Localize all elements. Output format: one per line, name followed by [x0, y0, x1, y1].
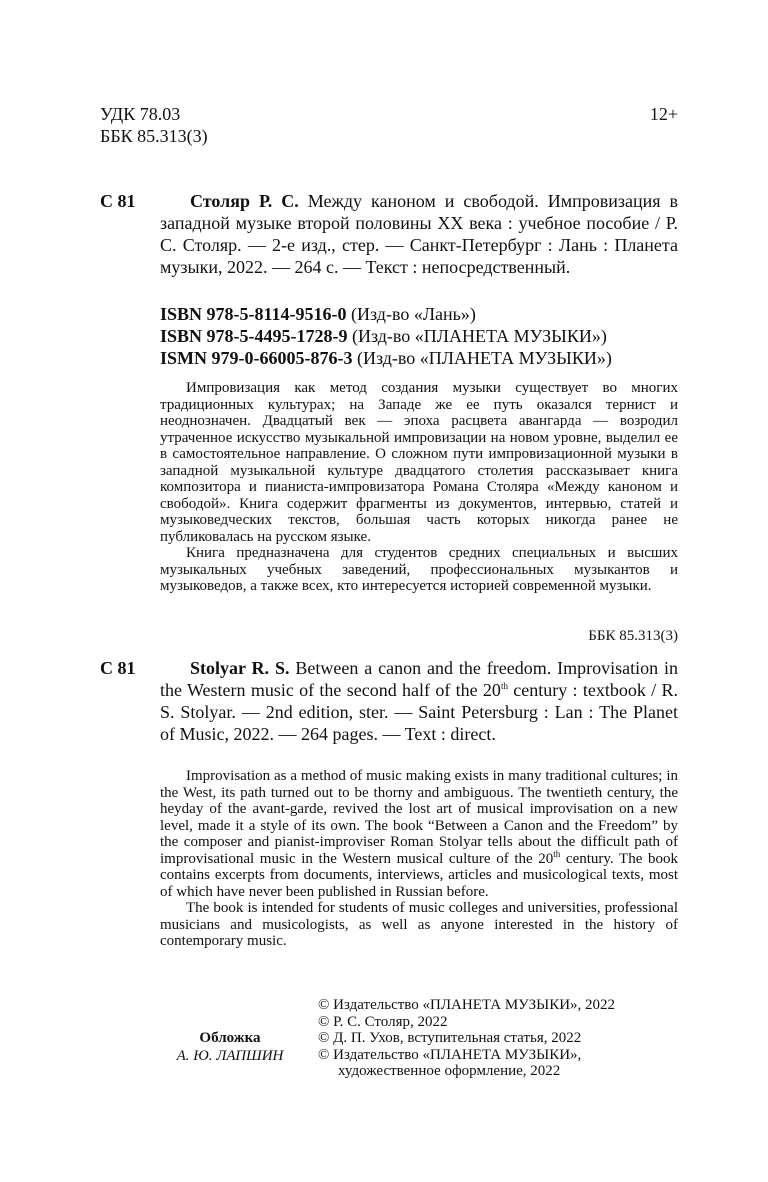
isbn-list: [160, 303, 612, 369]
ru-author: Столяр Р. С.: [190, 191, 299, 211]
ismn-line: ISMN 979-0-66005-876-3 (Изд-во «ПЛАНЕТА МУЗЫКИ»): [160, 348, 612, 368]
isbn-line: ISBN 978-5-4495-1728-9 (Изд-во «ПЛАНЕТА МУЗЫКИ»): [160, 326, 607, 346]
en-author: Stolyar R. S.: [190, 658, 290, 678]
ru-abstract-paragraph: Импровизация как метод создания музыки существует во многих традиционных культурах; на Западе же ее путь оказался тернист и неоднозначен. Двадцатый век — эпоха расцвета авангарда — возродил утраченное искусство музыкальной импровизации на новом уровне, выделил ее в самостоятельное направление. О сложном пути импровизационной музыки в западной музыкальной культуре двадцатого столетия рассказывает книга композитора и пианиста-импровизатора Романа Столяра «Между каноном и свободой». Книга содержит фрагменты из документов, интервью, статей и музыковедческих текстов, большая часть которых никогда ранее не публиковалась на русском языке.: [160, 380, 678, 545]
copyright-line: © Издательство «ПЛАНЕТА МУЗЫКИ», 2022: [318, 997, 616, 1013]
ru-abstract-paragraph: Книга предназначена для студентов средних специальных и высших музыкальных учебных заведений, профессиональных музыкантов и музыковедов, а также всех, кто интересуется историей современной музыки.: [160, 545, 678, 594]
en-description: Between a canon and the freedom. Improvisation in the Western music of the second half of the 20: [160, 658, 678, 700]
copyright-line: © Д. П. Ухов, вступительная статья, 2022: [318, 1030, 582, 1046]
superscript: th: [500, 681, 508, 691]
superscript: th: [553, 848, 561, 859]
bbk-code: ББК 85.313(3): [100, 126, 208, 146]
ru-author-code: С 81: [100, 191, 136, 211]
age-rating: 12+: [649, 104, 678, 124]
ru-bibliographic-description: [160, 190, 678, 278]
cover-artist: А. Ю. ЛАПШИН: [176, 1048, 284, 1064]
ru-description: Между каноном и свободой. Импровизация в западной музыке второй половины XX века : учебное пособие / Р. С. Столяр. — 2-е изд., стер. — Санкт-Петербург : Лань : Планета музыки, 2022. — 264 с. — Текст : непосредственный.: [160, 191, 678, 277]
udk-code: УДК 78.03: [100, 104, 181, 124]
ru-abstract: [160, 380, 678, 595]
cover-label: Обложка: [199, 1030, 261, 1046]
en-abstract: [160, 768, 678, 950]
en-bibliographic-description: [160, 657, 678, 745]
ru-abstract-bbk: ББК 85.313(3): [588, 628, 678, 644]
copyright-block: [318, 997, 678, 1080]
en-abstract-paragraph: The book is intended for students of music colleges and universities, professional musicians and musicologists, as well as anyone interested in the history of contemporary music.: [160, 900, 678, 949]
copyright-line: © Издательство «ПЛАНЕТА МУЗЫКИ», художественное оформление, 2022: [318, 1046, 582, 1079]
en-description-cont: century : textbook / R. S. Stolyar. — 2nd edition, ster. — Saint Petersburg : Lan : The Planet of Music, 2022. — 264 pages. — Text : direct.: [160, 680, 678, 744]
copyright-line: © Р. С. Столяр, 2022: [318, 1013, 448, 1030]
isbn-line: ISBN 978-5-8114-9516-0 (Изд-во «Лань»): [160, 304, 476, 324]
en-abstract-paragraph: Improvisation as a method of music making exists in many traditional cultures; in the West, its path turned out to be thorny and ambiguous. The twentieth century, the heyday of the avant-garde, revived the lost art of musical improvisation on a new level, made it a style of its own. The book “Between a Canon and the Freedom” by the composer and pianist-improviser Roman Stolyar tells about the difficult path of improvisational music in the Western musical culture of the 20th century. The book contains excerpts from documents, interviews, articles and musicological texts, most of which have never been published in Russian before.: [160, 768, 678, 900]
en-author-code: С 81: [100, 658, 136, 678]
